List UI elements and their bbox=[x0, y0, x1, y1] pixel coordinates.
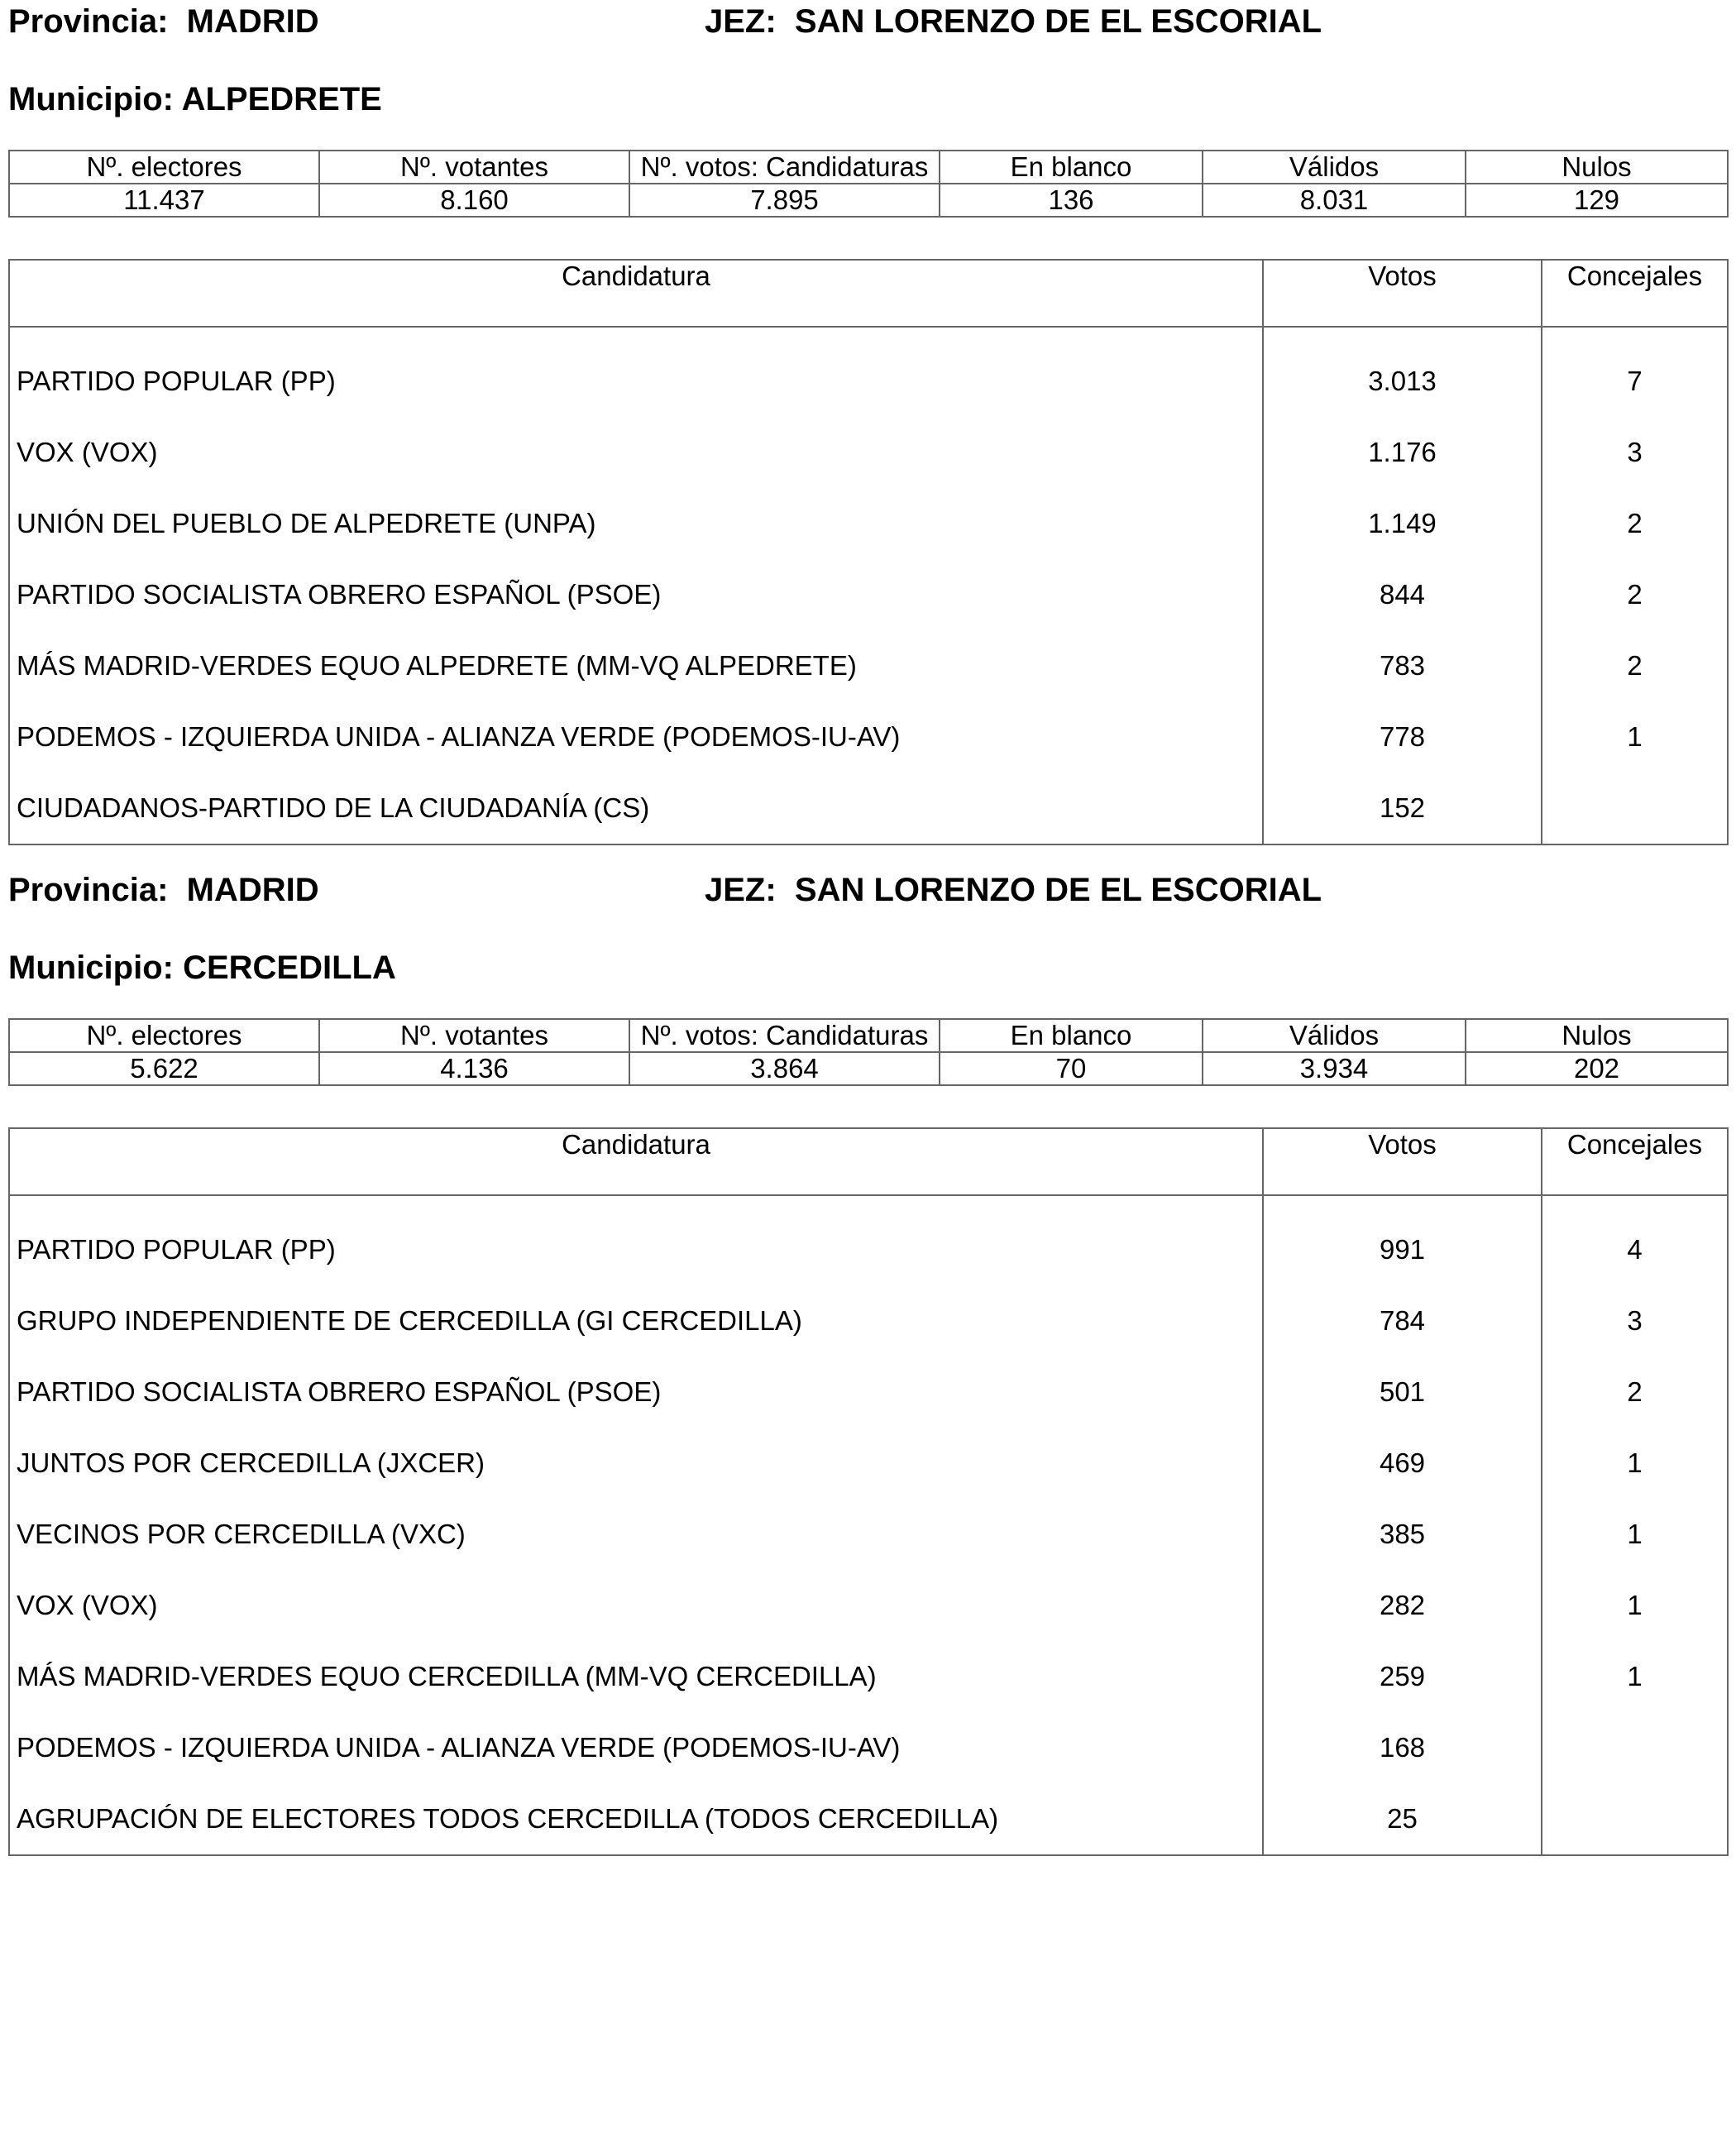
summary-header: Nº. votantes bbox=[319, 1019, 629, 1052]
candidatura-name: CIUDADANOS-PARTIDO DE LA CIUDADANÍA (CS) bbox=[9, 773, 1263, 844]
jez-label: JEZ: bbox=[705, 3, 777, 40]
candidatura-name: AGRUPACIÓN DE ELECTORES TODOS CERCEDILLA (TODOS CERCEDILLA) bbox=[9, 1783, 1263, 1855]
jez-value: SAN LORENZO DE EL ESCORIAL bbox=[794, 872, 1322, 908]
candidatura-concejales: 1 bbox=[1542, 1428, 1728, 1499]
summary-value: 5.622 bbox=[9, 1052, 319, 1085]
table-row bbox=[9, 488, 1728, 559]
jez-heading bbox=[705, 873, 1322, 907]
provincia-heading bbox=[8, 873, 319, 907]
table-row bbox=[9, 1428, 1728, 1499]
jez-heading bbox=[705, 5, 1322, 38]
summary-header: Nº. votos: Candidaturas bbox=[629, 1019, 940, 1052]
table-row bbox=[9, 417, 1728, 488]
candidatura-concejales: 3 bbox=[1542, 417, 1728, 488]
candidatura-name: PARTIDO POPULAR (PP) bbox=[9, 346, 1263, 417]
summary-header: Nulos bbox=[1466, 1019, 1728, 1052]
candidatura-votos: 1.176 bbox=[1368, 437, 1437, 467]
summary-header: Nº. votos: Candidaturas bbox=[629, 151, 940, 184]
candidatura-concejales bbox=[1542, 1783, 1728, 1855]
candidatura-name: PARTIDO SOCIALISTA OBRERO ESPAÑOL (PSOE) bbox=[9, 559, 1263, 630]
table-row bbox=[9, 773, 1728, 844]
candidatura-name: VECINOS POR CERCEDILLA (VXC) bbox=[9, 1499, 1263, 1570]
candidatura-name: PODEMOS - IZQUIERDA UNIDA - ALIANZA VERDE (PODEMOS-IU-AV) bbox=[9, 701, 1263, 773]
candidatura-votos: 282 bbox=[1379, 1590, 1426, 1620]
candidatura-concejales: 2 bbox=[1542, 1356, 1728, 1428]
summary-value: 129 bbox=[1466, 184, 1728, 217]
results-header-row bbox=[9, 1128, 1728, 1195]
candidatura-name: MÁS MADRID-VERDES EQUO CERCEDILLA (MM-VQ CERCEDILLA) bbox=[9, 1641, 1263, 1712]
candidatura-concejales: 3 bbox=[1542, 1285, 1728, 1356]
table-row bbox=[9, 346, 1728, 417]
table-row bbox=[9, 1499, 1728, 1570]
candidatura-concejales: 1 bbox=[1542, 1641, 1728, 1712]
spacer-row bbox=[9, 1195, 1728, 1214]
results-table bbox=[8, 259, 1729, 845]
candidatura-concejales: 4 bbox=[1542, 1214, 1728, 1285]
table-row bbox=[9, 1570, 1728, 1641]
summary-value: 11.437 bbox=[9, 184, 319, 217]
summary-value: 70 bbox=[940, 1052, 1203, 1085]
candidatura-concejales: 1 bbox=[1542, 1499, 1728, 1570]
jez-label: JEZ: bbox=[705, 872, 777, 908]
candidatura-header: Candidatura bbox=[9, 1128, 1263, 1195]
table-row bbox=[9, 1214, 1728, 1285]
concejales-header: Concejales bbox=[1542, 260, 1728, 327]
candidatura-votos: 152 bbox=[1263, 773, 1542, 844]
summary-value: 3.934 bbox=[1203, 1052, 1466, 1085]
candidatura-votos: 1.149 bbox=[1368, 508, 1437, 538]
candidatura-votos: 991 bbox=[1379, 1234, 1426, 1265]
summary-table bbox=[8, 150, 1729, 218]
table-row bbox=[9, 1712, 1728, 1783]
summary-header: Nº. electores bbox=[9, 151, 319, 184]
table-row bbox=[9, 1285, 1728, 1356]
votos-header: Votos bbox=[1263, 260, 1542, 327]
votos-header: Votos bbox=[1263, 1128, 1542, 1195]
candidatura-concejales: 2 bbox=[1542, 488, 1728, 559]
candidatura-concejales bbox=[1542, 773, 1728, 844]
summary-header: En blanco bbox=[940, 151, 1203, 184]
results-header-row bbox=[9, 260, 1728, 327]
summary-table bbox=[8, 1018, 1729, 1086]
candidatura-header: Candidatura bbox=[9, 260, 1263, 327]
municipio-heading bbox=[8, 951, 396, 984]
candidatura-name: PARTIDO POPULAR (PP) bbox=[9, 1214, 1263, 1285]
summary-value: 4.136 bbox=[319, 1052, 629, 1085]
table-row bbox=[9, 701, 1728, 773]
candidatura-name: MÁS MADRID-VERDES EQUO ALPEDRETE (MM-VQ ALPEDRETE) bbox=[9, 630, 1263, 701]
summary-header: Nº. electores bbox=[9, 1019, 319, 1052]
spacer-row bbox=[9, 327, 1728, 346]
municipio-label: Municipio: bbox=[8, 950, 174, 986]
summary-header-row bbox=[9, 1019, 1728, 1052]
summary-header: En blanco bbox=[940, 1019, 1203, 1052]
candidatura-votos: 501 bbox=[1379, 1376, 1426, 1407]
table-row bbox=[9, 559, 1728, 630]
candidatura-votos: 3.013 bbox=[1368, 366, 1437, 396]
municipio-value: ALPEDRETE bbox=[181, 81, 382, 117]
candidatura-name: PODEMOS - IZQUIERDA UNIDA - ALIANZA VERDE (PODEMOS-IU-AV) bbox=[9, 1712, 1263, 1783]
provincia-label: Provincia: bbox=[8, 3, 169, 40]
candidatura-votos: 168 bbox=[1379, 1732, 1426, 1763]
summary-header: Válidos bbox=[1203, 151, 1466, 184]
candidatura-name: VOX (VOX) bbox=[9, 1570, 1263, 1641]
candidatura-name: GRUPO INDEPENDIENTE DE CERCEDILLA (GI CERCEDILLA) bbox=[9, 1285, 1263, 1356]
table-row bbox=[9, 1641, 1728, 1712]
summary-header: Nº. votantes bbox=[319, 151, 629, 184]
candidatura-votos: 783 bbox=[1379, 650, 1426, 681]
table-row bbox=[9, 1356, 1728, 1428]
table-row bbox=[9, 630, 1728, 701]
summary-header: Nulos bbox=[1466, 151, 1728, 184]
municipio-heading bbox=[8, 83, 382, 116]
candidatura-concejales: 1 bbox=[1542, 1570, 1728, 1641]
summary-value: 8.160 bbox=[319, 184, 629, 217]
candidatura-concejales: 1 bbox=[1542, 701, 1728, 773]
municipio-label: Municipio: bbox=[8, 81, 174, 117]
candidatura-votos: 784 bbox=[1379, 1305, 1426, 1336]
summary-value: 3.864 bbox=[629, 1052, 940, 1085]
summary-value-row bbox=[9, 184, 1728, 217]
candidatura-concejales: 7 bbox=[1542, 346, 1728, 417]
summary-value: 136 bbox=[940, 184, 1203, 217]
summary-value-row bbox=[9, 1052, 1728, 1085]
results-table bbox=[8, 1127, 1729, 1856]
candidatura-concejales bbox=[1542, 1712, 1728, 1783]
candidatura-votos: 385 bbox=[1379, 1519, 1426, 1549]
summary-value: 7.895 bbox=[629, 184, 940, 217]
jez-value: SAN LORENZO DE EL ESCORIAL bbox=[794, 3, 1322, 40]
table-row bbox=[9, 1783, 1728, 1855]
concejales-header: Concejales bbox=[1542, 1128, 1728, 1195]
candidatura-name: PARTIDO SOCIALISTA OBRERO ESPAÑOL (PSOE) bbox=[9, 1356, 1263, 1428]
candidatura-votos: 25 bbox=[1263, 1783, 1542, 1855]
provincia-label: Provincia: bbox=[8, 872, 169, 908]
candidatura-votos: 259 bbox=[1379, 1661, 1426, 1691]
candidatura-concejales: 2 bbox=[1542, 559, 1728, 630]
candidatura-name: VOX (VOX) bbox=[9, 417, 1263, 488]
summary-header-row bbox=[9, 151, 1728, 184]
candidatura-name: JUNTOS POR CERCEDILLA (JXCER) bbox=[9, 1428, 1263, 1499]
candidatura-votos: 844 bbox=[1379, 579, 1426, 610]
provincia-value: MADRID bbox=[186, 3, 319, 40]
summary-value: 8.031 bbox=[1203, 184, 1466, 217]
candidatura-votos: 778 bbox=[1379, 721, 1426, 752]
summary-header: Válidos bbox=[1203, 1019, 1466, 1052]
candidatura-concejales: 2 bbox=[1542, 630, 1728, 701]
municipio-value: CERCEDILLA bbox=[183, 950, 396, 986]
provincia-value: MADRID bbox=[186, 872, 319, 908]
provincia-heading bbox=[8, 5, 319, 38]
summary-value: 202 bbox=[1466, 1052, 1728, 1085]
candidatura-votos: 469 bbox=[1379, 1447, 1426, 1478]
candidatura-name: UNIÓN DEL PUEBLO DE ALPEDRETE (UNPA) bbox=[9, 488, 1263, 559]
